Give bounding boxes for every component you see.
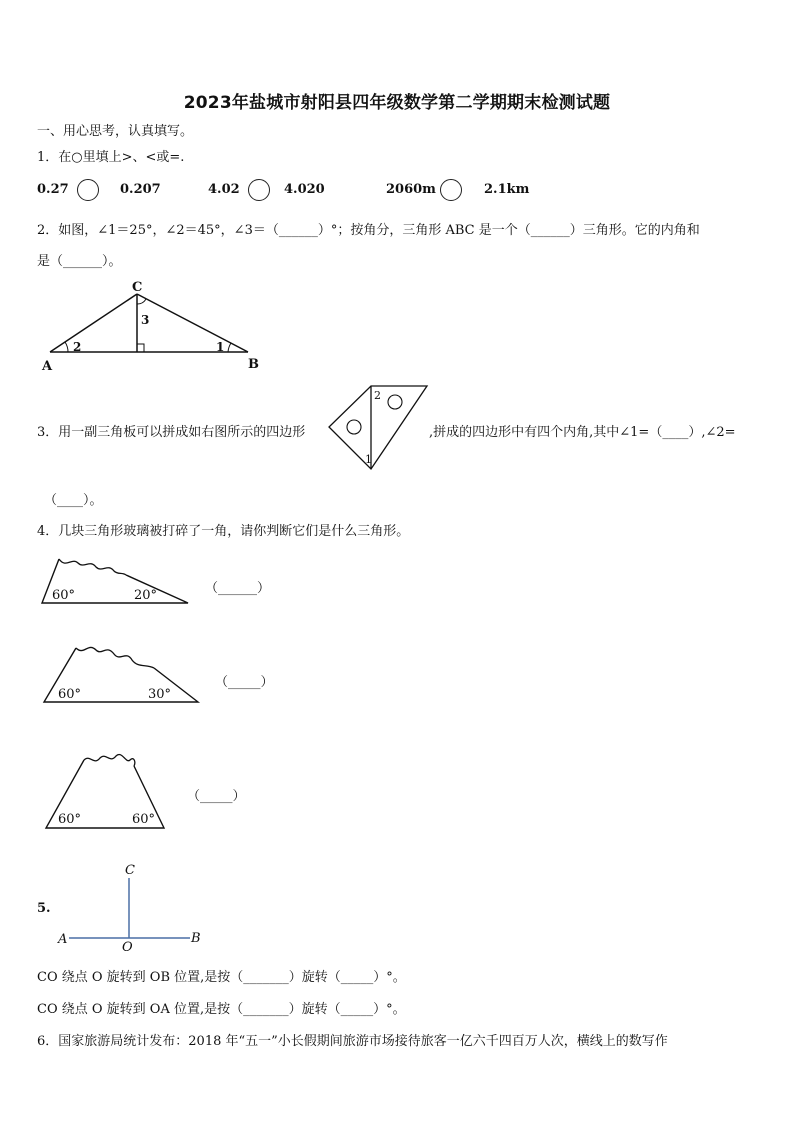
angle-label-1: 1 bbox=[365, 453, 372, 466]
tri2-right-angle: 30° bbox=[148, 687, 172, 702]
vertex-label-c: C bbox=[132, 280, 143, 295]
q2-prompt-line2: 是（______）。 bbox=[37, 254, 122, 269]
angle-label-1: 1 bbox=[216, 340, 225, 354]
compare-circle[interactable] bbox=[248, 179, 270, 201]
q1-item3-right: 2.1km bbox=[484, 182, 530, 197]
q5-line2: CO 绕点 O 旋转到 OA 位置,是按（_______）旋转（_____）°。 bbox=[37, 1002, 406, 1017]
q1-item3-left: 2060m bbox=[386, 182, 436, 197]
tri3-right-angle: 60° bbox=[132, 812, 156, 827]
q1-item1-right: 0.207 bbox=[120, 182, 161, 197]
q1-item2-left: 4.02 bbox=[208, 182, 240, 197]
tri1-right-angle: 20° bbox=[134, 588, 158, 603]
angle-label-2: 2 bbox=[374, 389, 381, 402]
tri1-left-angle: 60° bbox=[52, 588, 76, 603]
q3-prompt-line2: （____）。 bbox=[44, 493, 103, 508]
section-heading: 一、用心思考，认真填写。 bbox=[37, 124, 194, 139]
point-label-b: B bbox=[191, 931, 201, 946]
tri1-blank[interactable]: （______） bbox=[205, 581, 271, 596]
q5-line1: CO 绕点 O 旋转到 OB 位置,是按（_______）旋转（_____）°。 bbox=[37, 970, 406, 985]
vertex-label-a: A bbox=[42, 359, 53, 374]
tri3-blank[interactable]: （_____） bbox=[187, 789, 246, 804]
point-label-c: C bbox=[125, 863, 135, 878]
broken-triangle-3-figure bbox=[42, 752, 172, 832]
triangle-abc-figure bbox=[40, 280, 270, 375]
point-label-o: O bbox=[122, 940, 133, 955]
tri2-blank[interactable]: （_____） bbox=[215, 675, 274, 690]
vertex-label-b: B bbox=[248, 357, 259, 372]
q4-prompt: 4．几块三角形玻璃被打碎了一角，请你判断它们是什么三角形。 bbox=[37, 524, 410, 539]
q3-prompt-left: 3．用一副三角板可以拼成如右图所示的四边形 bbox=[37, 425, 306, 440]
compare-circle[interactable] bbox=[77, 179, 99, 201]
page-title: 2023年盐城市射阳县四年级数学第二学期期末检测试题 bbox=[183, 93, 611, 113]
q1-item2-right: 4.020 bbox=[284, 182, 325, 197]
broken-triangle-2-figure bbox=[40, 642, 205, 707]
set-square-quadrilateral-figure bbox=[325, 383, 433, 475]
angle-label-3: 3 bbox=[141, 313, 150, 327]
q3-prompt-right: ,拼成的四边形中有四个内角,其中∠1=（____）,∠2= bbox=[429, 425, 736, 440]
q5-number: 5. bbox=[37, 901, 51, 916]
q6-prompt: 6．国家旅游局统计发布：2018 年“五一”小长假期间旅游市场接待旅客一亿六千四百万人次，横线上的数写作 bbox=[37, 1034, 668, 1049]
q1-item1-left: 0.27 bbox=[37, 182, 69, 197]
broken-triangle-1-figure bbox=[38, 555, 198, 610]
q1-prompt: 1．在○里填上>、<或=. bbox=[37, 150, 185, 165]
tri2-left-angle: 60° bbox=[58, 687, 82, 702]
rotation-figure bbox=[55, 860, 215, 955]
angle-label-2: 2 bbox=[73, 340, 82, 354]
q2-prompt-line1: 2．如图，∠1＝25°，∠2＝45°，∠3＝（______）°；按角分，三角形 ABC 是一个（______）三角形。它的内角和 bbox=[37, 223, 700, 238]
compare-circle[interactable] bbox=[440, 179, 462, 201]
point-label-a: A bbox=[58, 932, 68, 947]
tri3-left-angle: 60° bbox=[58, 812, 82, 827]
